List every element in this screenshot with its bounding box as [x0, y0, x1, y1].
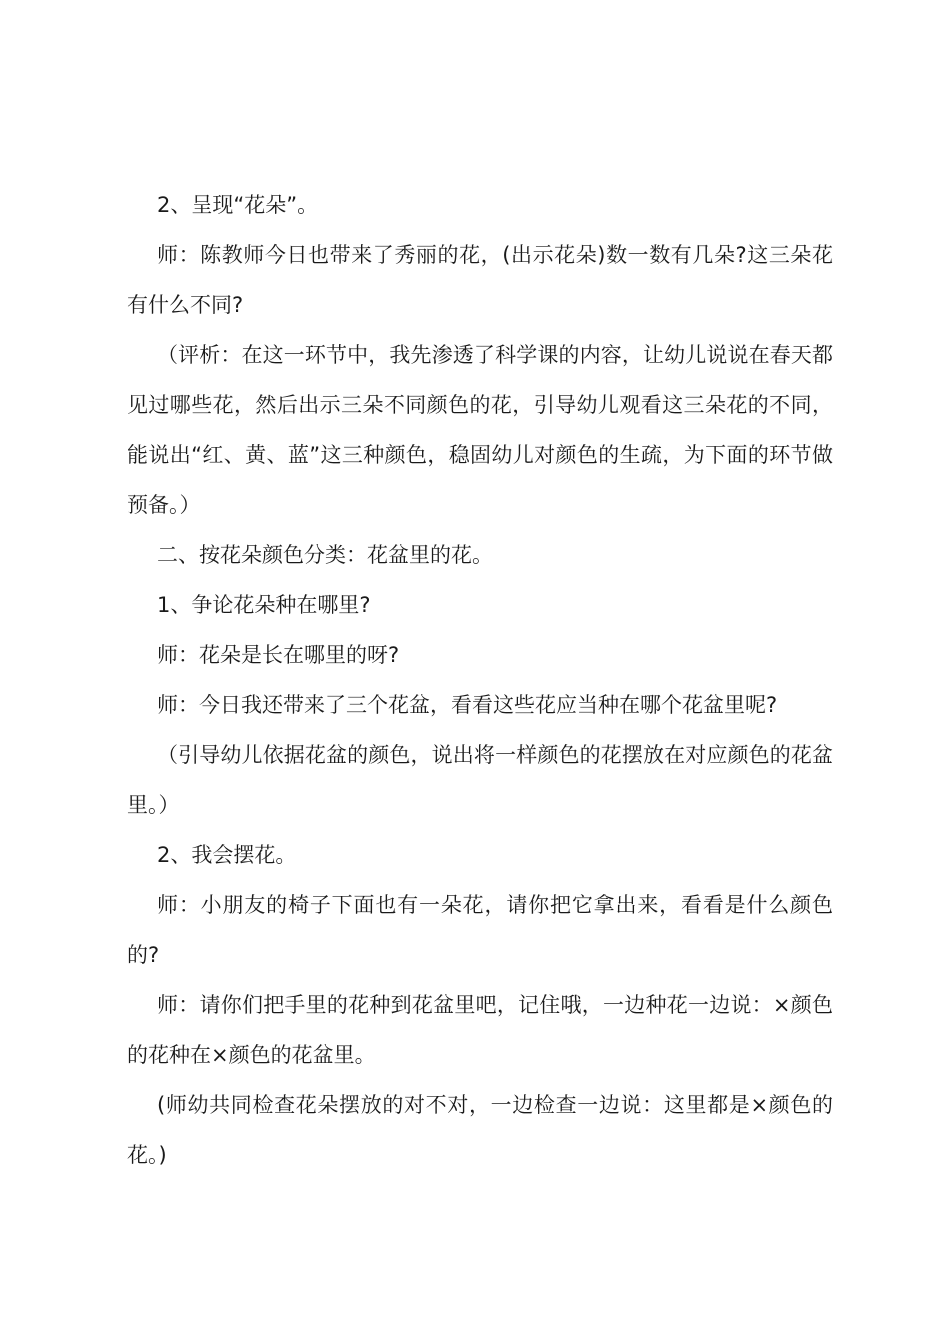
paragraph-teacher-line: 师：今日我还带来了三个花盆，看看这些花应当种在哪个花盆里呢?	[157, 693, 778, 717]
paragraph-activity-note: (师幼共同检查花朵摆放的对不对，一边检查一边说：这里都是×颜色的花。)	[127, 1093, 833, 1167]
paragraph-commentary: （评析：在这一环节中，我先渗透了科学课的内容，让幼儿说说在春天都见过哪些花，然后出示三朵不同颜色的花，引导幼儿观看这三朵花的不同，能说出“红、黄、蓝”这三种颜色，稳固幼儿对颜色的生疏，为下面的环节做预备。）	[127, 343, 833, 517]
paragraph-subheading: 2、我会摆花。	[157, 843, 297, 867]
paragraph-teacher-line: 师：陈教师今日也带来了秀丽的花，(出示花朵)数一数有几朵?这三朵花有什么不同?	[127, 243, 833, 317]
document-body	[127, 180, 833, 1180]
paragraph-subheading: 1、争论花朵种在哪里?	[157, 593, 371, 617]
paragraph-guidance-note: （引导幼儿依据花盆的颜色，说出将一样颜色的花摆放在对应颜色的花盆里。）	[127, 743, 833, 817]
paragraph-teacher-line: 师：小朋友的椅子下面也有一朵花，请你把它拿出来，看看是什么颜色的?	[127, 893, 833, 967]
paragraph-teacher-line: 师：花朵是长在哪里的呀?	[157, 643, 400, 667]
paragraph-teacher-line: 师：请你们把手里的花种到花盆里吧，记住哦，一边种花一边说：×颜色的花种在×颜色的花盆里。	[127, 993, 833, 1067]
paragraph-section-heading: 二、按花朵颜色分类：花盆里的花。	[157, 543, 493, 567]
paragraph-section-heading: 2、呈现“花朵”。	[157, 193, 319, 217]
